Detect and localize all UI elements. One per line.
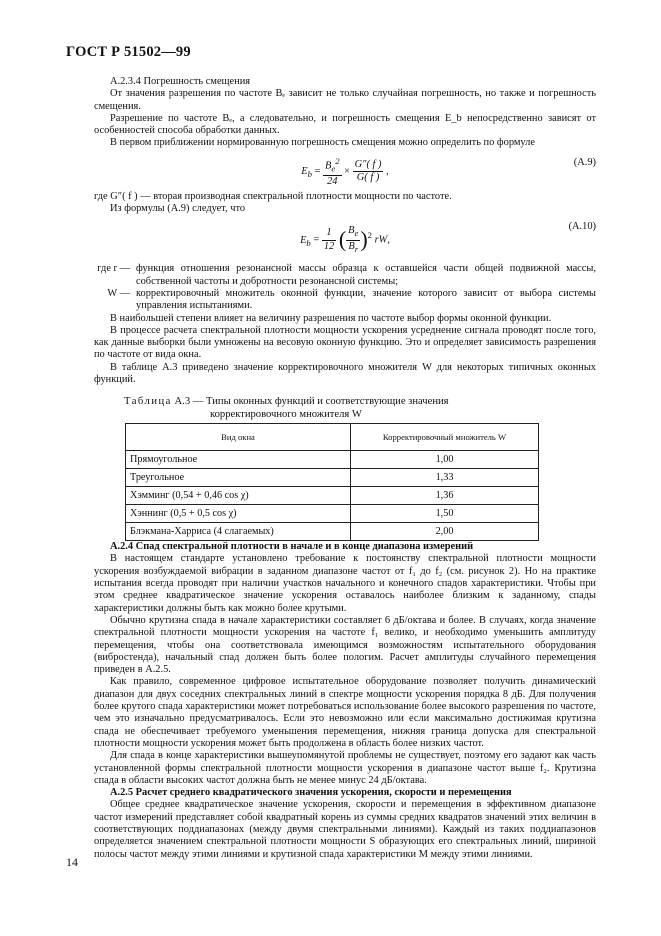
paragraph: В настоящем стандарте установлено требование к постоянству спектральной плотности мощности ускорения возбуждаемой вибрации в заданном диапазоне частот от f₁ до f₂ (см. рисунок 2). Но на практике испытания всегда проводят при наличии участков начального и конечного спадов характеристики. Чтобы при этом среднее квадратическое значение ускорения оставалось наиболее близким к заданному, спады характеристики должны быть как можно более крутыми. [94, 553, 596, 614]
paragraph: где G″( f ) — вторая производная спектральной плотности мощности по частоте. [94, 190, 452, 202]
paragraph: Для спада в конце характеристики вышеупомянутой проблемы не существует, поэтому его задают как часть установленной формы спектральной плотности мощности ускорения в диапазоне частот выше f₂. Крутизна спада в области высоких частот должна быть не менее минус 24 дБ/октава. [94, 750, 596, 786]
paragraph: От значения разрешения по частоте Bₑ зависит не только случайная погрешность, но также и погрешность смещения. [94, 88, 596, 112]
page-number: 14 [66, 855, 78, 869]
paragraph: В первом приближении нормированную погрешность смещения можно определить по формуле [110, 137, 535, 149]
paragraph: В наибольшей степени влияет на величину разрешения по частоте выбор формы оконной функции. [110, 312, 552, 324]
page-content [94, 76, 596, 861]
window-functions-table [125, 423, 539, 541]
paragraph: Из формулы (А.9) следует, что [110, 203, 246, 215]
definition-item [94, 263, 596, 288]
doc-header: ГОСТ Р 51502—99 [66, 44, 191, 60]
table-caption-title-line2: корректировочного множителя W [210, 408, 362, 420]
table-caption-title: А.3 — Типы оконных функций и соответствующие значения [174, 396, 449, 408]
multiplier-cell: 1,50 [351, 505, 539, 523]
equation-a9 [94, 155, 596, 191]
definition-term: W — [107, 287, 130, 299]
definition-item [94, 288, 596, 313]
definition-term: где r — [97, 263, 130, 275]
definition-text: функция отношения резонансной массы образца к оставшейся части общей подвижной массы, собственной частоты и добротности резонансной системы; [136, 263, 596, 287]
paragraph: В процессе расчета спектральной плотности мощности ускорения усреднение сигнала проводят после того, как данные выборки были умножены на весовую оконную функцию. Это и определяет зависимость разрешения по частоте от вида окна. [94, 324, 596, 361]
window-type-cell: Блэкмана-Харриса (4 слагаемых) [126, 523, 351, 541]
window-type-cell: Треугольное [126, 469, 351, 487]
equation-a10-body: $E_b$ = $\frac{1}{12}$ ( $\frac{B_e}{B_r}$ )$^2$ rW, [300, 225, 390, 254]
table-row [126, 469, 539, 487]
multiplier-cell: 2,00 [351, 523, 539, 541]
table-row [126, 487, 539, 505]
paragraph: Обычно крутизна спада в начале характеристики составляет 6 дБ/октава и более. В случаях, когда значение спектральной плотности мощности ускорения на частоте f₁ велико, и необходимо уменьшить амплитуду перемещения, чтобы она соответствовала имеющимся возможностям испытательного оборудования (вибростенда), начальный спад должен быть более пологим. Расчет амплитуды случайного перемещения приведен в А.2.5. [94, 614, 596, 676]
table-row [126, 523, 539, 541]
equation-a10 [94, 219, 596, 261]
window-type-cell: Хэмминг (0,54 + 0,46 cos χ) [126, 487, 351, 505]
paragraph: Разрешение по частоте Bₑ, а следовательно, и погрешность смещения E_b непосредственно зависят от особенностей способа обработки данных. [94, 112, 596, 137]
multiplier-cell: 1,36 [351, 487, 539, 505]
multiplier-cell: 1,00 [351, 451, 539, 469]
multiplier-cell: 1,33 [351, 469, 539, 487]
table-row [126, 451, 539, 469]
paragraph: Общее среднее квадратическое значение ускорения, скорости и перемещения в эффективном диапазоне частот измерений представляет собой квадратный корень из суммы средних квадратов значений этих величин в соответствующих поддиапазонах (между двумя спектральными линиями). Каждый из таких поддиапазонов определяется значением спектральной плотности мощности S образующих его спектральных линий, шириной полосы частот между этими линиями и крутизной спада характеристики M между этими линиями. [94, 799, 596, 860]
table-row [126, 505, 539, 523]
paragraph: В таблице А.3 приведено значение корректировочного множителя W для некоторых типичных оконных функций. [94, 361, 596, 386]
equation-a9-body: $E_b$ = $\frac{B_e^2}{24}$ × $\frac{G''( f )}{G( f )}$ , [301, 155, 389, 187]
section-heading-a24: А.2.4 Спад спектральной плотности в начале и в конце диапазона измерений [110, 541, 474, 553]
section-heading-a25: А.2.5 Расчет среднего квадратического значения ускорения, скорости и перемещения [110, 787, 512, 799]
column-header: Корректировочный множитель W [351, 424, 539, 451]
window-type-cell: Хэннинг (0,5 + 0,5 cos χ) [126, 505, 351, 523]
table-caption [124, 396, 596, 421]
column-header: Вид окна [126, 424, 351, 451]
definition-text: корректировочный множитель оконной функции, значение которого зависит от выбора системы управления испытаниями. [136, 287, 596, 312]
equation-number: (А.10) [568, 221, 596, 233]
definitions-list [94, 263, 596, 312]
table-caption-label: Таблица [124, 396, 172, 408]
paragraph: Как правило, современное цифровое испытательное оборудование позволяет получить динамический диапазон для двух соседних спектральных линий в спектре мощности ускорения порядка 8 дБ. Для получения более крутого спада характеристики может потребоваться использование более высокого разрешения по частоте, чем это изначально предусматривалось. Если это невозможно или если максимально достижимая крутизна спада не обеспечивает требуемого уменьшения перемещения, нижняя граница допуска для спектральной плотности мощности ускорения может быть продолжена в область более низких частот. [94, 676, 596, 749]
table-header-row [126, 424, 539, 451]
window-type-cell: Прямоугольное [126, 451, 351, 469]
section-heading-a234: А.2.3.4 Погрешность смещения [110, 76, 251, 87]
equation-number: (А.9) [573, 156, 596, 168]
